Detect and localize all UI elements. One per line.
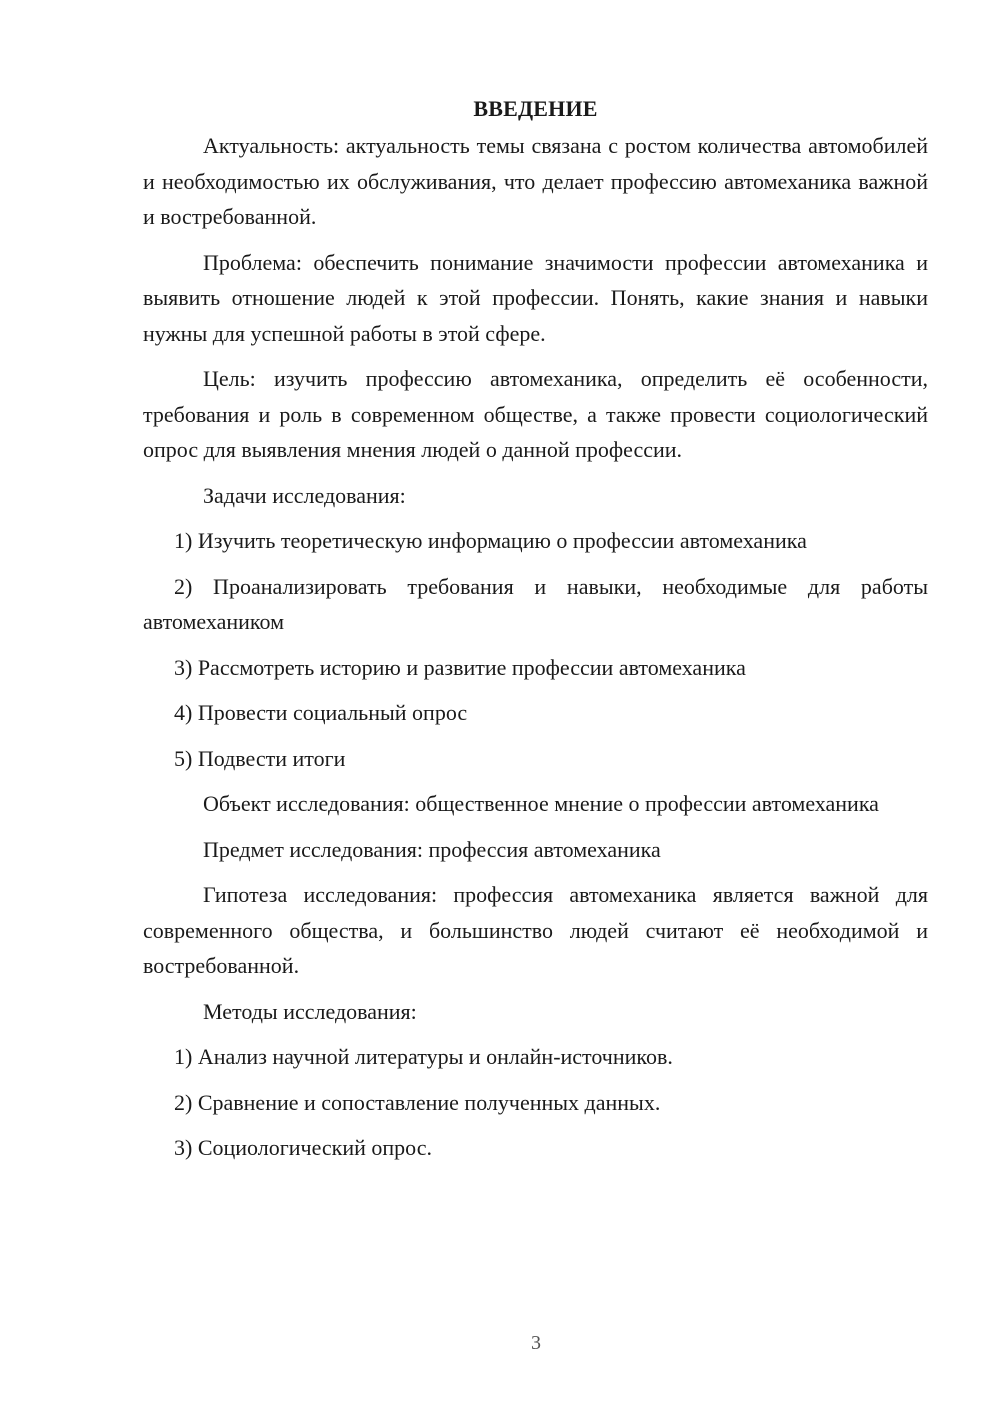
section-heading: ВВЕДЕНИЕ (473, 96, 598, 121)
task-item: 4) Провести социальный опрос (174, 700, 468, 725)
method-item: 1) Анализ научной литературы и онлайн-источников. (174, 1044, 673, 1069)
method-item: 3) Социологический опрос. (174, 1135, 432, 1160)
task-item: 1) Изучить теоретическую информацию о профессии автомеханика (174, 528, 807, 553)
hypothesis-paragraph: Гипотеза исследования: профессия автомеханика является важной для современного общества, и большинство людей считают её необходимой и востребованной. (143, 882, 928, 978)
tasks-title: Задачи исследования: (203, 482, 406, 508)
relevance-paragraph: Актуальность: актуальность темы связана с ростом количества автомобилей и необходимостью их обслуживания, что делает профессию автомеханика важной и востребованной. (143, 133, 928, 229)
method-item: 2) Сравнение и сопоставление полученных данных. (174, 1089, 661, 1115)
object-paragraph: Объект исследования: общественное мнение о профессии автомеханика (203, 791, 879, 816)
page-number: 3 (531, 1332, 541, 1354)
task-item: 5) Подвести итоги (174, 745, 346, 771)
problem-paragraph: Проблема: обеспечить понимание значимости профессии автомеханика и выявить отношение людей к этой профессии. Понять, какие знания и навыки нужны для успешной работы в этой сфере. (143, 249, 928, 346)
task-item: 2) Проанализировать требования и навыки, необходимые для работы автомехаником (143, 573, 928, 634)
task-item: 3) Рассмотреть историю и развитие профессии автомеханика (174, 654, 746, 680)
methods-title: Методы исследования: (203, 998, 417, 1024)
goal-paragraph: Цель: изучить профессию автомеханика, определить её особенности, требования и роль в современном обществе, а также провести социологический опрос для выявления мнения людей о данной профессии. (143, 366, 928, 462)
document-page (143, 92, 928, 1176)
subject-paragraph: Предмет исследования: профессия автомеханика (203, 836, 661, 862)
